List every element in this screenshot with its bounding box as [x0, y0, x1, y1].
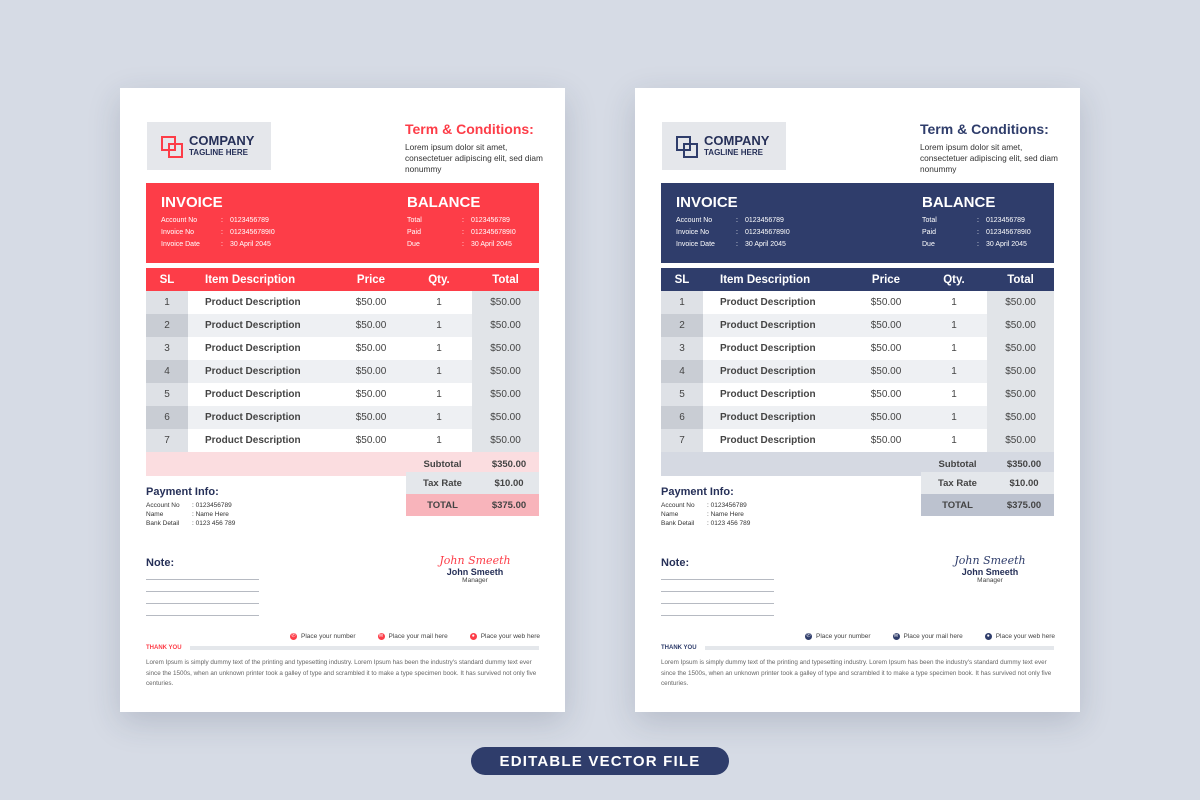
thank-you-divider [190, 646, 539, 650]
cell-price: $50.00 [355, 389, 387, 400]
balance-paid-value: 0123456789I0 [471, 229, 516, 236]
cell-total: $50.00 [987, 291, 1054, 314]
cell-qty: 1 [436, 320, 442, 331]
table-row [146, 291, 539, 314]
header-qty: Qty. [943, 273, 965, 286]
contact-web: Place your web here [480, 633, 540, 640]
cell-qty: 1 [436, 412, 442, 423]
note-section [146, 557, 259, 627]
items-table [146, 268, 539, 476]
subtotal-value: $350.00 [1006, 458, 1042, 470]
header-price: Price [356, 273, 386, 286]
table-row [146, 337, 539, 360]
balance-paid-value: 0123456789I0 [986, 229, 1031, 236]
note-line [661, 591, 774, 592]
contact-web: Place your web here [995, 633, 1055, 640]
invoice-number-label: Invoice No [161, 229, 195, 236]
note-line [661, 579, 774, 580]
terms-block [405, 121, 555, 175]
cell-qty: 1 [951, 366, 957, 377]
tax-value: $10.00 [494, 477, 524, 489]
payment-account-value: : 0123456789 [707, 502, 747, 509]
table-body [146, 291, 539, 452]
cell-desc: Product Description [720, 389, 816, 400]
invoice-date-value: 30 April 2045 [230, 241, 271, 248]
mail-icon: ✉ [378, 633, 384, 639]
cell-desc: Product Description [720, 297, 816, 308]
header-total: Total [1007, 273, 1034, 286]
signature-script: John Smeeth [954, 554, 1026, 567]
contact-phone: Place your number [816, 633, 871, 640]
table-row [661, 383, 1054, 406]
cell-total: $50.00 [472, 383, 539, 406]
terms-title: Term & Conditions: [405, 121, 534, 137]
balance-info: BALANCE Total : 0123456789 Paid : 0123456789I0 Due : 30 April 2045 [922, 194, 1031, 251]
cell-sl: 2 [146, 314, 188, 337]
cell-desc: Product Description [205, 412, 301, 423]
cell-qty: 1 [951, 320, 957, 331]
balance-paid-label: Paid [407, 229, 422, 236]
thank-you-bar [146, 645, 539, 651]
note-line [146, 591, 259, 592]
cell-desc: Product Description [720, 320, 816, 331]
table-row [146, 360, 539, 383]
cell-sl: 5 [146, 383, 188, 406]
cell-total: $50.00 [472, 360, 539, 383]
cell-total: $50.00 [987, 383, 1054, 406]
terms-title: Term & Conditions: [920, 121, 1049, 137]
table-body [661, 291, 1054, 452]
grand-total-row [406, 494, 539, 516]
signer-role: Manager [462, 577, 488, 584]
note-line [661, 603, 774, 604]
cell-sl: 1 [661, 291, 703, 314]
cell-desc: Product Description [205, 435, 301, 446]
cell-desc: Product Description [720, 412, 816, 423]
cell-total: $50.00 [987, 314, 1054, 337]
cell-qty: 1 [436, 389, 442, 400]
balance-info: BALANCE Total : 0123456789 Paid : 0123456789I0 Due : 30 April 2045 [407, 194, 516, 251]
cell-sl: 5 [661, 383, 703, 406]
note-line [146, 603, 259, 604]
invoice-info: INVOICE Account No : 0123456789 Invoice No : 0123456789I0 Invoice Date : 30 April 2045 [676, 194, 790, 251]
table-row [661, 429, 1054, 452]
payment-name-value: : Name Here [192, 511, 229, 518]
header-sl: SL [159, 273, 175, 286]
cell-total: $50.00 [472, 406, 539, 429]
cell-total: $50.00 [987, 429, 1054, 452]
invoice-account-label: Account No [161, 217, 198, 224]
table-row [146, 406, 539, 429]
thank-you-divider [705, 646, 1054, 650]
payment-title: Payment Info: [661, 486, 734, 498]
balance-due-label: Due [922, 241, 935, 248]
payment-bank-value: : 0123 456 789 [707, 520, 751, 527]
table-row [661, 291, 1054, 314]
cell-total: $50.00 [472, 429, 539, 452]
cell-sl: 1 [146, 291, 188, 314]
cell-sl: 7 [661, 429, 703, 452]
cell-desc: Product Description [205, 343, 301, 354]
cell-sl: 4 [661, 360, 703, 383]
invoice-number-value: 0123456789I0 [745, 229, 790, 236]
header-sl: SL [674, 273, 690, 286]
grand-total-label: TOTAL [942, 499, 973, 511]
note-title: Note: [661, 557, 690, 569]
table-row [661, 360, 1054, 383]
balance-total-label: Total [922, 217, 937, 224]
invoice-account-label: Account No [676, 217, 713, 224]
note-line [661, 615, 774, 616]
header-price: Price [871, 273, 901, 286]
company-tagline: TAGLINE HERE [189, 148, 248, 157]
note-title: Note: [146, 557, 175, 569]
footer-text: Lorem Ipsum is simply dummy text of the printing and typesetting industry. Lorem Ipsum has been the industry's standard dummy text ever since the 1500s, when an unknown printer took a galley of type and scrambled it to make a type specimen book. It has survived not only five centuries. [146, 659, 537, 687]
cell-total: $50.00 [472, 314, 539, 337]
invoice-title: INVOICE [161, 194, 223, 211]
table-header [146, 268, 539, 291]
balance-due-value: 30 April 2045 [471, 241, 512, 248]
signer-role: Manager [977, 577, 1003, 584]
phone-icon: ✆ [806, 633, 811, 639]
cell-price: $50.00 [355, 412, 387, 423]
cell-desc: Product Description [205, 366, 301, 377]
cell-qty: 1 [436, 366, 442, 377]
invoice-account-value: 0123456789 [745, 217, 784, 224]
subtotal-label: Subtotal [938, 458, 977, 470]
thank-you-text: THANK YOU [661, 645, 697, 651]
contact-mail: Place your mail here [388, 633, 448, 640]
tax-label: Tax Rate [938, 477, 977, 489]
balance-total-value: 0123456789 [986, 217, 1025, 224]
header-qty: Qty. [428, 273, 450, 286]
globe-icon: ● [986, 633, 990, 639]
table-row [661, 337, 1054, 360]
table-row [661, 314, 1054, 337]
payment-info [661, 486, 750, 528]
cell-qty: 1 [436, 343, 442, 354]
company-logo [662, 122, 786, 170]
tax-label: Tax Rate [423, 477, 462, 489]
header-desc: Item Description [720, 273, 811, 286]
table-header [661, 268, 1054, 291]
table-row [146, 429, 539, 452]
grand-total-value: $375.00 [1006, 499, 1042, 511]
cell-qty: 1 [951, 297, 957, 308]
cell-desc: Product Description [205, 320, 301, 331]
cell-sl: 3 [146, 337, 188, 360]
header-desc: Item Description [205, 273, 296, 286]
thank-you-bar [661, 645, 1054, 651]
cell-sl: 6 [661, 406, 703, 429]
globe-icon: ● [471, 633, 475, 639]
grand-total-value: $375.00 [491, 499, 527, 511]
cell-total: $50.00 [987, 360, 1054, 383]
note-section [661, 557, 774, 627]
invoice-date-label: Invoice Date [676, 241, 715, 248]
signature-block [431, 554, 519, 584]
balance-total-label: Total [407, 217, 422, 224]
subtotal-label: Subtotal [423, 458, 462, 470]
contact-mail: Place your mail here [903, 633, 963, 640]
cell-price: $50.00 [870, 297, 902, 308]
cell-price: $50.00 [355, 366, 387, 377]
cell-price: $50.00 [870, 343, 902, 354]
table-row [146, 314, 539, 337]
company-logo [147, 122, 271, 170]
invoice-info: INVOICE Account No : 0123456789 Invoice No : 0123456789I0 Invoice Date : 30 April 2045 [161, 194, 275, 251]
signer-name: John Smeeth [446, 567, 504, 577]
balance-total-value: 0123456789 [471, 217, 510, 224]
company-name: COMPANY [189, 133, 255, 148]
cell-sl: 2 [661, 314, 703, 337]
cell-qty: 1 [951, 343, 957, 354]
cell-desc: Product Description [205, 297, 301, 308]
cell-total: $50.00 [472, 337, 539, 360]
cell-price: $50.00 [355, 320, 387, 331]
cell-sl: 6 [146, 406, 188, 429]
payment-bank-label: Bank Detail [146, 520, 180, 527]
cell-price: $50.00 [870, 366, 902, 377]
cell-desc: Product Description [720, 343, 816, 354]
header-total: Total [492, 273, 519, 286]
tax-row [921, 472, 1054, 494]
payment-account-value: : 0123456789 [192, 502, 232, 509]
balance-paid-label: Paid [922, 229, 937, 236]
signature-block [946, 554, 1034, 584]
cell-qty: 1 [951, 435, 957, 446]
payment-account-label: Account No [146, 502, 180, 509]
payment-name-value: : Name Here [707, 511, 744, 518]
squares-logo-icon [159, 133, 185, 159]
tax-row [406, 472, 539, 494]
invoice-account-value: 0123456789 [230, 217, 269, 224]
table-row [146, 383, 539, 406]
note-line [146, 615, 259, 616]
cell-sl: 7 [146, 429, 188, 452]
payment-account-label: Account No [661, 502, 695, 509]
subtotal-value: $350.00 [491, 458, 527, 470]
balance-due-value: 30 April 2045 [986, 241, 1027, 248]
cell-qty: 1 [951, 389, 957, 400]
tax-value: $10.00 [1009, 477, 1039, 489]
invoice-banner [146, 183, 539, 263]
thank-you-text: THANK YOU [146, 645, 182, 651]
signer-name: John Smeeth [961, 567, 1019, 577]
cell-price: $50.00 [355, 343, 387, 354]
payment-info [146, 486, 235, 528]
terms-block [920, 121, 1070, 175]
cell-price: $50.00 [355, 435, 387, 446]
contact-phone: Place your number [301, 633, 356, 640]
table-row [661, 406, 1054, 429]
terms-body: Lorem ipsum dolor sit amet, consectetuer adipiscing elit, sed diam nonummy [405, 142, 543, 174]
balance-title: BALANCE [407, 194, 481, 211]
contact-row [290, 633, 540, 640]
cell-price: $50.00 [355, 297, 387, 308]
invoice-banner [661, 183, 1054, 263]
note-line [146, 579, 259, 580]
grand-total-label: TOTAL [427, 499, 458, 511]
mail-icon: ✉ [893, 633, 899, 639]
cell-qty: 1 [436, 297, 442, 308]
balance-due-label: Due [407, 241, 420, 248]
cell-price: $50.00 [870, 389, 902, 400]
cell-sl: 4 [146, 360, 188, 383]
payment-bank-value: : 0123 456 789 [192, 520, 236, 527]
payment-name-label: Name [146, 511, 164, 518]
cell-price: $50.00 [870, 412, 902, 423]
cell-total: $50.00 [472, 291, 539, 314]
contact-row [805, 633, 1055, 640]
invoice-title: INVOICE [676, 194, 738, 211]
cell-total: $50.00 [987, 337, 1054, 360]
cell-desc: Product Description [205, 389, 301, 400]
items-table [661, 268, 1054, 476]
cell-total: $50.00 [987, 406, 1054, 429]
cell-desc: Product Description [720, 435, 816, 446]
invoice-page-navy [635, 88, 1080, 712]
cell-sl: 3 [661, 337, 703, 360]
cell-qty: 1 [951, 412, 957, 423]
company-tagline: TAGLINE HERE [704, 148, 763, 157]
payment-title: Payment Info: [146, 486, 219, 498]
terms-body: Lorem ipsum dolor sit amet, consectetuer adipiscing elit, sed diam nonummy [920, 142, 1058, 174]
cell-price: $50.00 [870, 320, 902, 331]
invoice-page-red [120, 88, 565, 712]
cell-qty: 1 [436, 435, 442, 446]
editable-vector-badge: EDITABLE VECTOR FILE [471, 747, 729, 775]
squares-logo-icon [674, 133, 700, 159]
footer-text: Lorem Ipsum is simply dummy text of the printing and typesetting industry. Lorem Ipsum has been the industry's standard dummy text ever since the 1500s, when an unknown printer took a galley of type and scrambled it to make a type specimen book. It has survived not only five centuries. [661, 659, 1052, 687]
invoice-number-label: Invoice No [676, 229, 710, 236]
balance-title: BALANCE [922, 194, 996, 211]
cell-desc: Product Description [720, 366, 816, 377]
invoice-date-label: Invoice Date [161, 241, 200, 248]
cell-price: $50.00 [870, 435, 902, 446]
invoice-date-value: 30 April 2045 [745, 241, 786, 248]
grand-total-row [921, 494, 1054, 516]
signature-script: John Smeeth [439, 554, 511, 567]
payment-bank-label: Bank Detail [661, 520, 695, 527]
payment-name-label: Name [661, 511, 679, 518]
phone-icon: ✆ [291, 633, 296, 639]
company-name: COMPANY [704, 133, 770, 148]
invoice-number-value: 0123456789I0 [230, 229, 275, 236]
